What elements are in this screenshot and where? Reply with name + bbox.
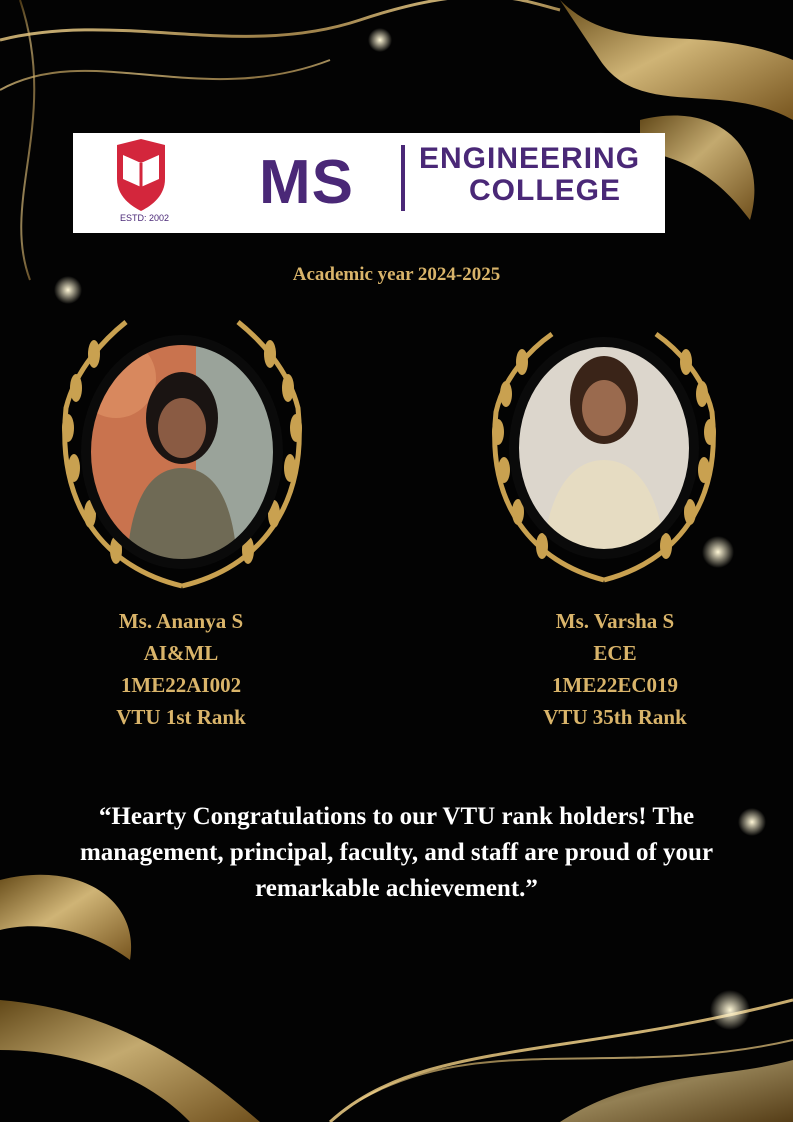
message-line: management, principal, faculty, and staff are proud of your xyxy=(79,839,714,866)
estd-label: ESTD: 2002 xyxy=(120,213,170,223)
academic-year: Academic year 2024-2025 xyxy=(292,264,501,285)
student-info-2 xyxy=(465,605,765,733)
student-portrait-1 xyxy=(46,318,318,600)
student-branch: ECE xyxy=(593,641,637,665)
student-usn: 1ME22EC019 xyxy=(552,673,678,697)
college-logo-banner xyxy=(73,133,665,233)
logo-wordmark: MS xyxy=(259,148,354,217)
student-info-1 xyxy=(31,605,331,733)
message-line: “Hearty Congratulations to our VTU rank holders! The xyxy=(98,803,695,830)
message-line: remarkable achievement.” xyxy=(255,875,538,902)
student-portrait-2 xyxy=(478,330,730,592)
book-shield-emblem-icon xyxy=(113,139,169,211)
student-rank: VTU 35th Rank xyxy=(543,705,687,729)
logo-subtitle-line1: ENGINEERING xyxy=(419,142,641,175)
student-name: Ms. Ananya S xyxy=(118,609,244,633)
student-name: Ms. Varsha S xyxy=(555,609,675,633)
student-rank: VTU 1st Rank xyxy=(116,705,246,729)
student-branch: AI&ML xyxy=(143,641,219,665)
logo-divider xyxy=(401,145,405,211)
student-usn: 1ME22AI002 xyxy=(120,673,242,697)
logo-subtitle-line2: COLLEGE xyxy=(469,174,622,207)
congratulations-message xyxy=(40,799,753,907)
